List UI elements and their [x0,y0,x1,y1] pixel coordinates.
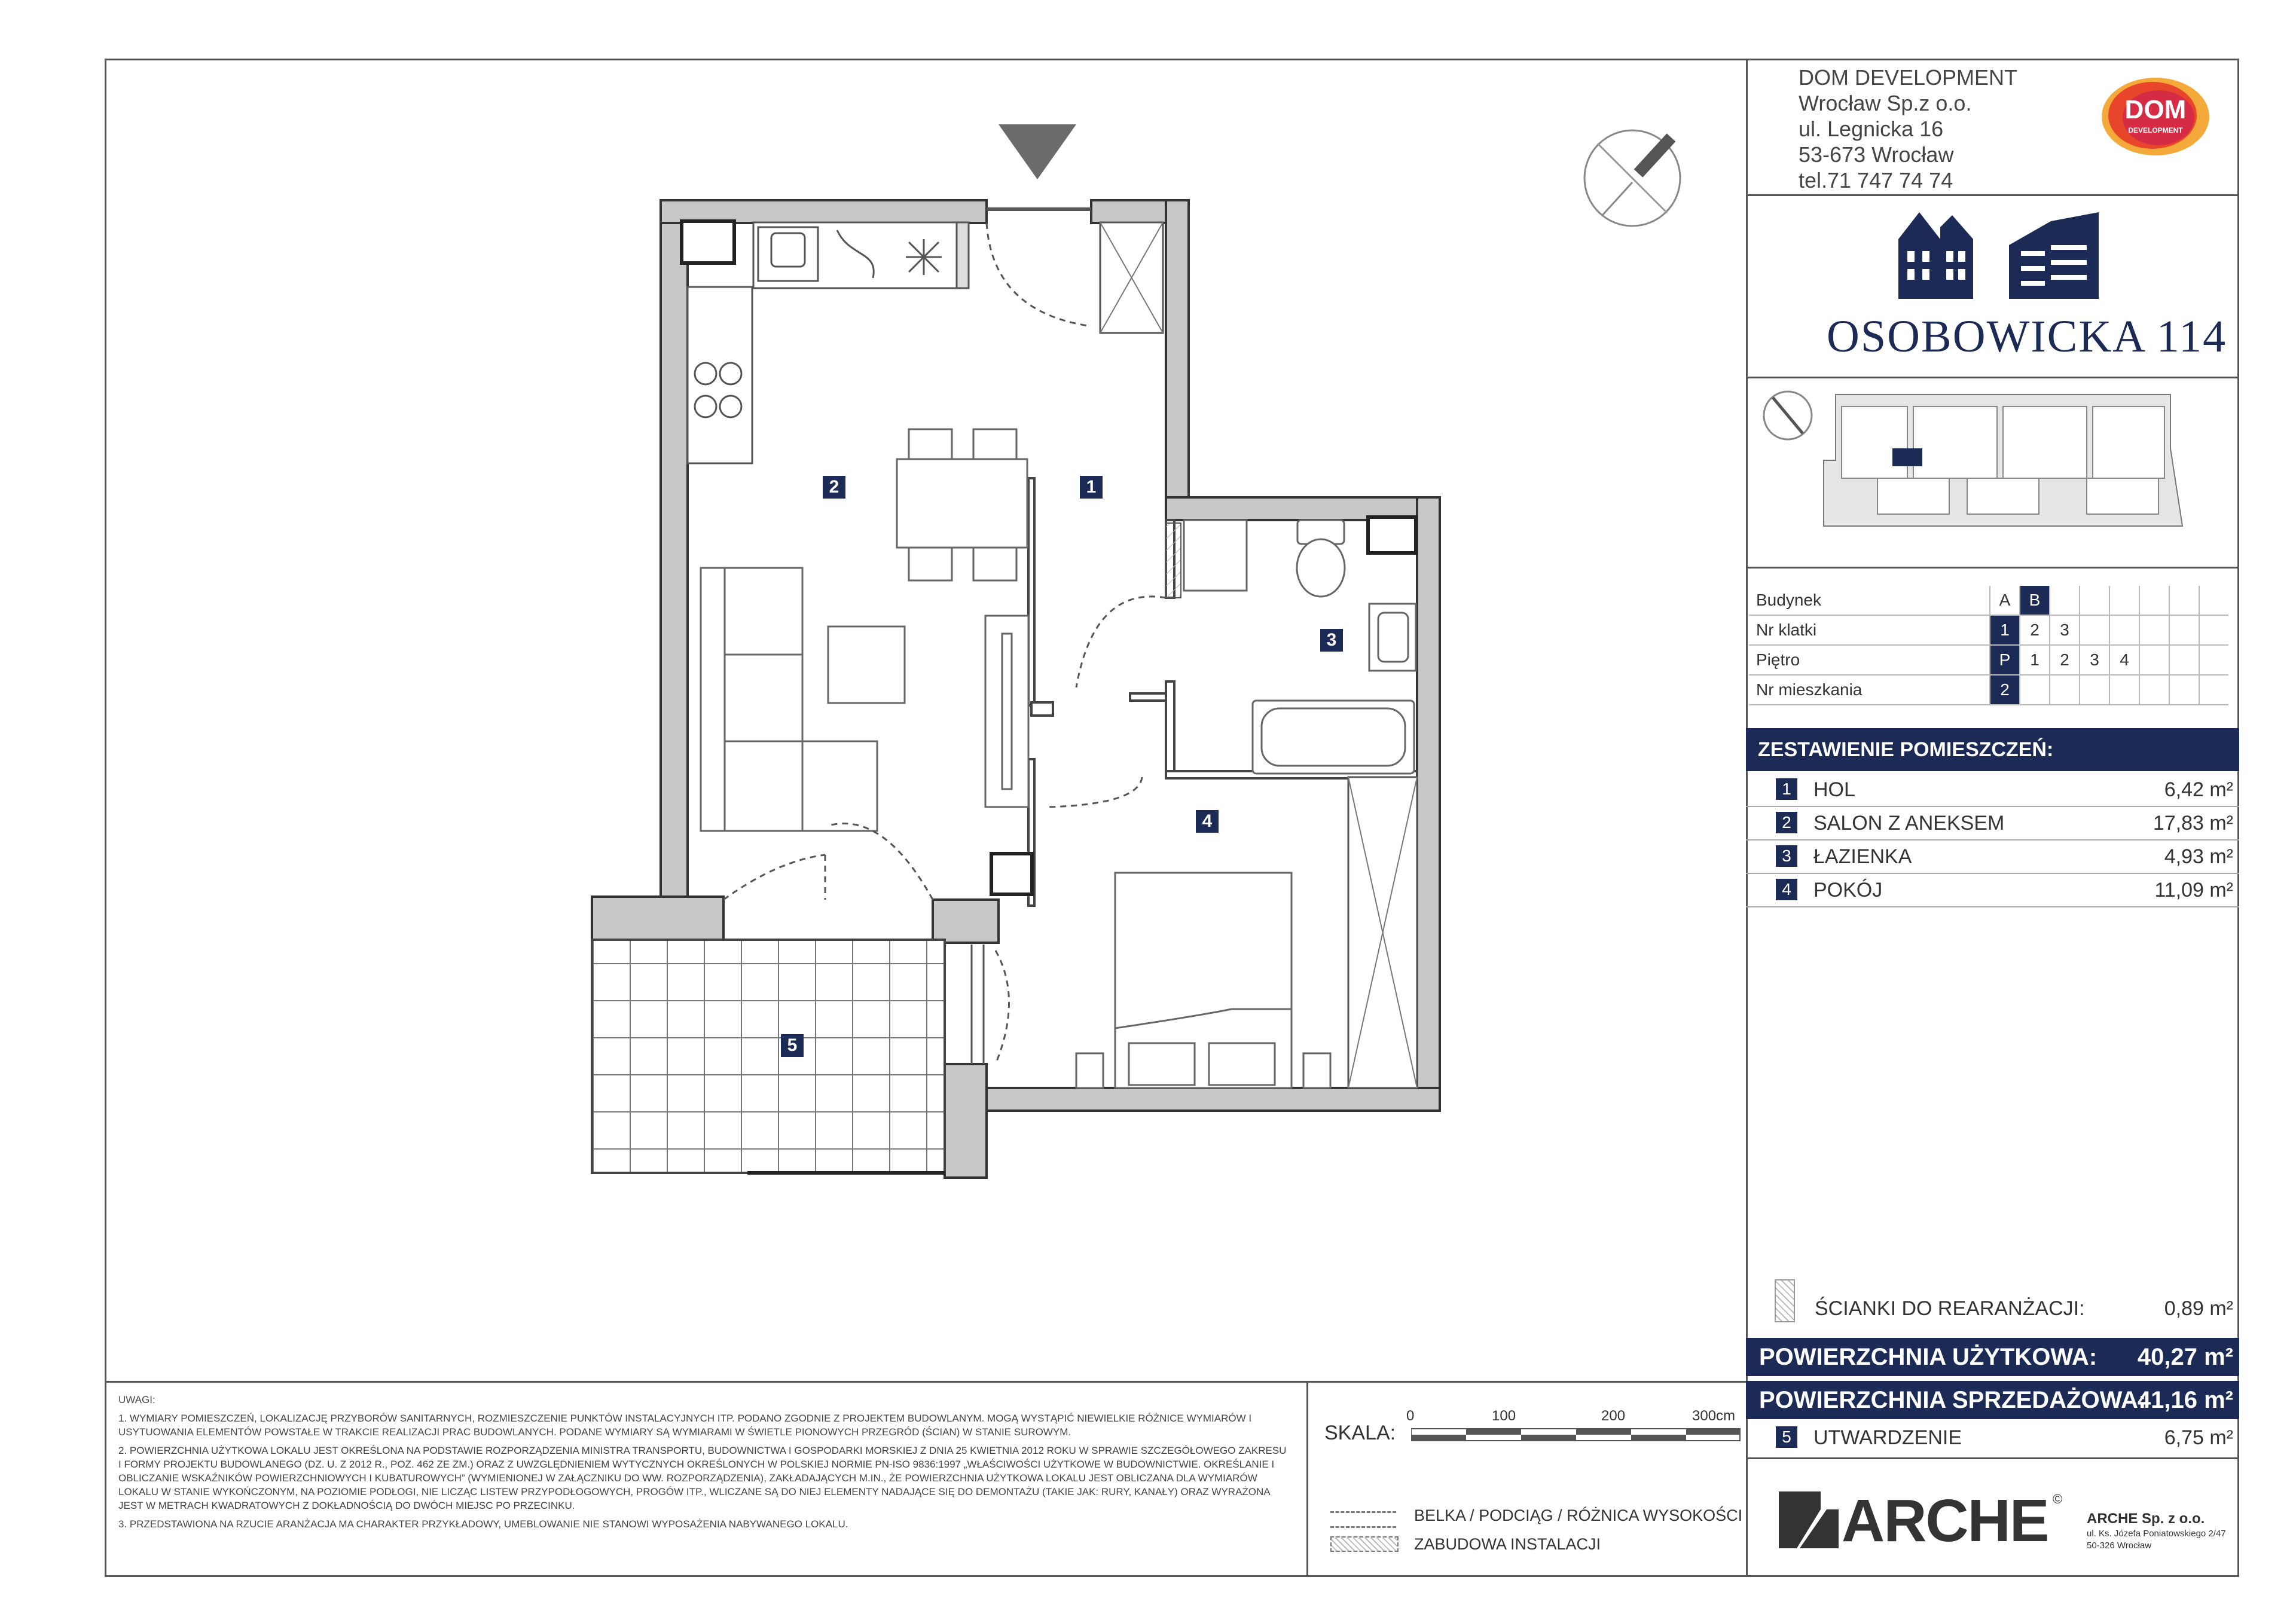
info-cell [2169,586,2199,615]
scale-tick-0: 0 [1406,1408,1415,1424]
project-title: OSOBOWICKA 114 [1827,311,2227,362]
scale-bar [1411,1428,1746,1445]
architect-name: ARCHE Sp. z o.o. [2087,1511,2205,1527]
room-number: 5 [1776,1426,1797,1448]
notes [118,1393,1290,1536]
divider [1746,194,2239,196]
info-cell [2169,615,2199,645]
plan-label-lazienka: 3 [1320,629,1343,652]
info-label: Piętro [1749,645,1990,675]
sprzedazowa-label: POWIERZCHNIA SPRZEDAŻOWA: [1759,1387,2147,1413]
dom-development-logo [2099,75,2212,158]
info-cell [2050,675,2080,705]
info-row-mieszkanie [1749,675,2228,705]
room-area: 6,42 m² [2164,778,2233,801]
info-cell: 2 [2020,615,2050,645]
info-cell [2109,615,2139,645]
room-area: 17,83 m² [2152,812,2233,835]
uzytkowa-value: 40,27 m² [2137,1344,2233,1370]
developer-line: DOM DEVELOPMENT [1799,65,2018,90]
info-cell [2139,586,2169,615]
info-label: Nr mieszkania [1749,675,1990,705]
note-item: 2. POWIERZCHNIA UŻYTKOWA LOKALU JEST OKREŚLONA NA PODSTAWIE ROZPORZĄDZENIA MINISTRA TRANSPORTU, BUDOWNICTWA I GOSPODARKI MORSKIEJ Z DNIA 25 KWIETNIA 2012 ROKU W SPRAWIE SZCZEGÓŁOWEGO ZAKRESU I FORMY PROJEKTU BUDOWLANEGO (DZ. U. Z 2012 R., POZ. 462 ZE ZM.) ORAZ Z UWZGLĘDNIENIEM WYTYCZNYCH OKREŚLONYCH W POLSKIEJ NORMIE PN-ISO 9836:1997 „WŁAŚCIWOŚCI UŻYTKOWE W BUDOWNICTWIE. OKREŚLANIE I OBLICZANIE WSKAŹNIKÓW POWIERZCHNIOWYCH I KUBATUROWYCH” (WYMIENIONEJ W ZAŁĄCZNIKU DO WW. ROZPORZĄDZENIA), ZAKŁADAJĄCYCH M.IN., ŻE POWIERZCHNIA UŻYTKOWA LOKALU JEST OBLICZANA DLA WYMIARÓW LOKALU W STANIE WYKOŃCZONYM, NA POZIOMIE PODŁOGI, NIE LICZĄC LISTEW PRZYPODŁOGOWYCH, PROGÓW ITP., WLICZANE SĄ DO NIEJ ELEMENTY NADAJĄCE SIĘ DO DEMONTAŻU (TAKIE JAK: RURY, KANAŁY) ORAZ WYRAŻONA JEST W METRACH KWADRATOWYCH Z DOKŁADNOŚCIĄ DO DWÓCH MIEJSC PO PRZECINKU. [118,1445,1287,1511]
sprzedazowa-value: 41,16 m² [2137,1387,2233,1413]
developer-line: tel.71 747 74 74 [1799,168,1953,192]
belka-legend-label: BELKA / PODCIĄG / RÓŻNICA WYSOKOŚCI [1414,1506,1743,1524]
room-row [1746,873,2239,907]
scale-tick-300: 300cm [1692,1408,1736,1424]
site-key-plan [1752,383,2236,562]
info-cell-selected: B [2020,586,2050,615]
compass-icon [1584,130,1680,226]
info-cell [2020,675,2050,705]
room-name: ŁAZIENKA [1813,845,1912,868]
zabudowa-legend-label: ZABUDOWA INSTALACJI [1414,1535,1601,1553]
info-cell: 2 [2050,645,2080,675]
info-row-klatka [1749,615,2228,645]
divider [1746,377,2239,378]
scianki-area: 0,89 m² [2164,1297,2233,1320]
logo-text-dom: DOM [2124,95,2187,124]
info-cell [2080,675,2109,705]
room-number: 4 [1776,879,1797,900]
arche-logo [1779,1487,2066,1554]
info-cell: 4 [2109,645,2139,675]
scale-label: SKALA: [1324,1422,1396,1444]
rooms-heading: ZESTAWIENIE POMIESZCZEŃ: [1746,728,2239,771]
scianki-row [1746,1279,2239,1321]
room-name: HOL [1813,778,1855,801]
info-cell-selected: 1 [1990,615,2020,645]
info-cell [2080,615,2109,645]
belka-legend-icon [1330,1511,1396,1528]
room-number: 2 [1776,812,1797,833]
info-cell [2139,675,2169,705]
info-cell [2199,645,2228,675]
info-cell [2080,586,2109,615]
registered-icon: © [2053,1491,2063,1506]
room-area: 6,75 m² [2164,1426,2233,1449]
plan-label-hol: 1 [1080,476,1103,499]
info-cell [2109,675,2139,705]
info-cell [2169,645,2199,675]
room-number: 3 [1776,845,1797,867]
info-cell-selected: 2 [1990,675,2020,705]
developer-address [1799,65,2017,193]
note-item: 3. PRZEDSTAWIONA NA RZUCIE ARANŻACJA MA CHARAKTER PRZYKŁADOWY, UMEBLOWANIE NIE STANOWI WYPOSAŻENIA NABYWANEGO LOKALU. [118,1518,848,1530]
info-row-budynek [1749,586,2228,615]
plan-label-taras: 5 [781,1034,804,1057]
room-row [1746,806,2239,840]
arche-logo-text: ARCHE [1842,1487,2048,1554]
entrance-arrow-icon [999,124,1076,179]
divider [1746,567,2239,568]
info-cell [2169,675,2199,705]
room-row [1746,772,2239,807]
info-cell: 1 [2020,645,2050,675]
info-cell [2199,586,2228,615]
unit-info-table [1749,586,2228,705]
building-illustration [1895,203,2123,305]
divider [1746,1457,2239,1459]
divider [105,1381,1746,1383]
divider [1306,1381,1308,1577]
logo-text-development: DEVELOPMENT [2128,126,2183,135]
total-sprzedazowa [1746,1381,2239,1419]
info-cell [2050,586,2080,615]
developer-line: 53-673 Wrocław [1799,142,1954,167]
developer-line: Wrocław Sp.z o.o. [1799,91,1972,115]
scale-tick-100: 100 [1492,1408,1516,1424]
room-name: UTWARDZENIE [1813,1426,1962,1449]
notes-title: UWAGI: [118,1394,155,1405]
room-number: 1 [1776,778,1797,800]
room-name: POKÓJ [1813,879,1883,901]
info-cell: 3 [2050,615,2080,645]
zabudowa-legend-icon [1330,1536,1399,1552]
architect-address-2: 50-326 Wrocław [2087,1541,2152,1551]
info-cell-selected: P [1990,645,2020,675]
room-row [1746,839,2239,874]
info-cell [2199,675,2228,705]
info-row-pietro [1749,645,2228,675]
plan-label-salon: 2 [823,476,845,499]
info-cell [2109,586,2139,615]
info-cell [2139,615,2169,645]
note-item: 1. WYMIARY POMIESZCZEŃ, LOKALIZACJĘ PRZYBORÓW SANITARNYCH, ROZMIESZCZENIE PUNKTÓW INSTALACYJNYCH ITP. PODANO ZGODNIE Z PROJEKTEM BUDOWLANYM. MOGĄ WYSTĄPIĆ NIEWIELKIE RÓŻNICE WYMIARÓW I USYTUOWANIA ELEMENTÓW POWSTAŁE W TRAKCIE REALIZACJI PRAC BUDOWLANYCH. PODANE WYMIARY SĄ WYMIARAMI W ŚWIETLE PIONOWYCH PRZEGRÓD (ŚCIAN) W STANIE SUROWYM. [118,1413,1252,1438]
developer-line: ul. Legnicka 16 [1799,117,1944,141]
info-cell [2139,645,2169,675]
room-name: SALON Z ANEKSEM [1813,812,2005,835]
total-uzytkowa [1746,1338,2239,1376]
room-area: 11,09 m² [2154,879,2233,901]
uzytkowa-label: POWIERZCHNIA UŻYTKOWA: [1759,1344,2097,1370]
info-label: Budynek [1749,586,1990,615]
utwardzenie-row [1746,1420,2239,1454]
info-cell: A [1990,586,2020,615]
info-cell [2199,615,2228,645]
plan-label-pokoj: 4 [1196,810,1219,833]
info-label: Nr klatki [1749,615,1990,645]
architect-address-1: ul. Ks. Józefa Poniatowskiego 2/47 [2087,1529,2226,1539]
info-cell: 3 [2080,645,2109,675]
room-area: 4,93 m² [2164,845,2233,868]
scale-tick-200: 200 [1601,1408,1626,1424]
partition-hatch-icon [1775,1279,1795,1322]
scianki-label: ŚCIANKI DO REARANŻACJI: [1815,1297,2085,1320]
